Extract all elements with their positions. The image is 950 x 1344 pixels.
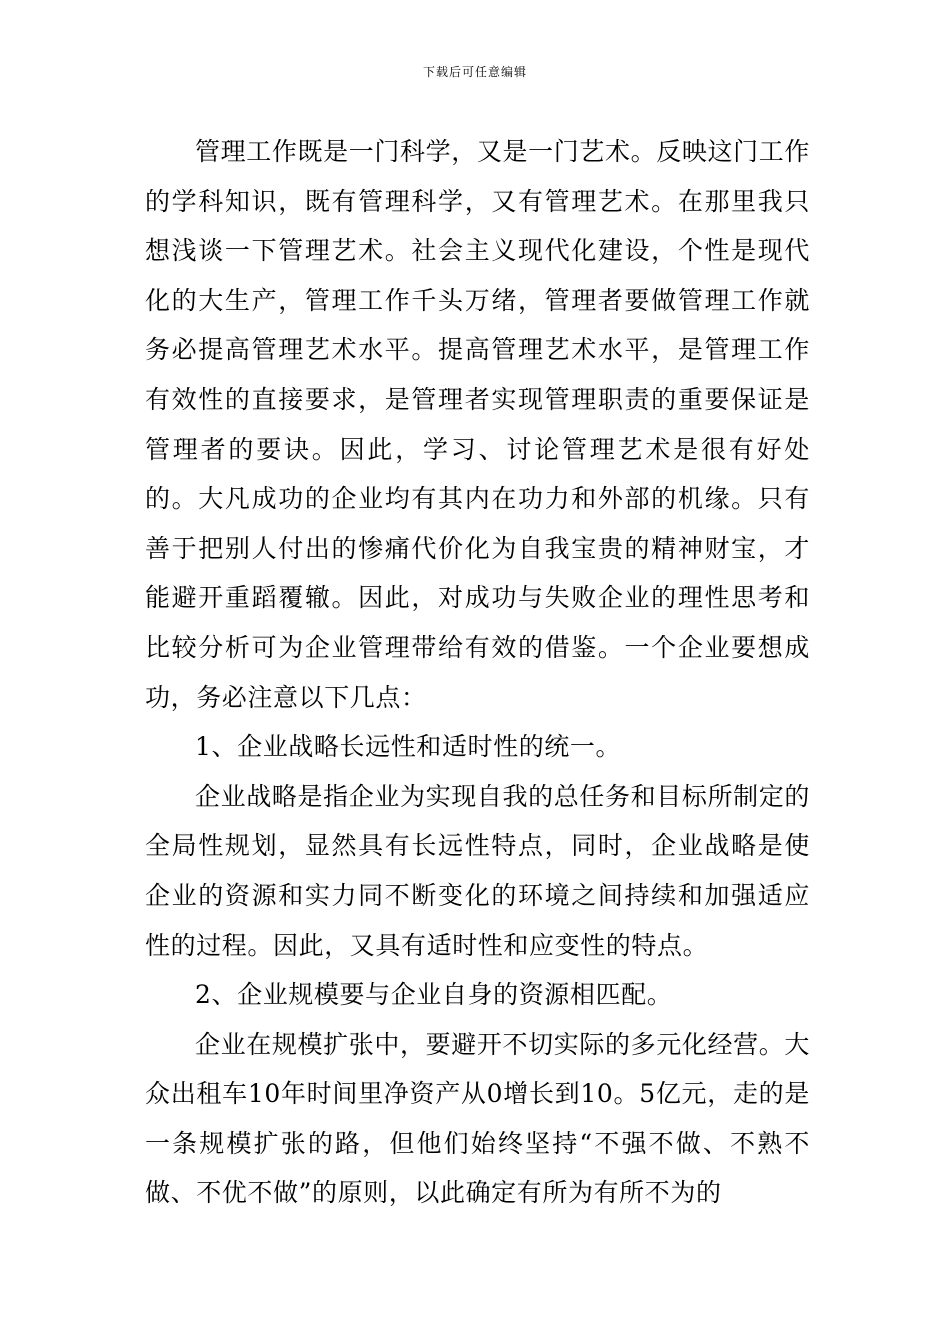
page-header-note: 下载后可任意编辑 xyxy=(422,65,527,79)
paragraph-point-1-heading: 1、企业战略长远性和适时性的统一。 xyxy=(195,732,622,762)
document-body xyxy=(145,127,810,1218)
paragraph-point-1-body: 企业战略是指企业为实现自我的总任务和目标所制定的全局性规划，显然具有长远性特点，同时，企业战略是使企业的资源和实力同不断变化的环境之间持续和加强适应性的过程。因此，又具有适时性和应变性的特点。 xyxy=(145,781,810,960)
paragraph-point-2-heading: 2、企业规模要与企业自身的资源相匹配。 xyxy=(195,980,673,1010)
paragraph-point-2-body: 企业在规模扩张中，要避开不切实际的多元化经营。大众出租车10年时间里净资产从0增长到10。5亿元，走的是一条规模扩张的路，但他们始终坚持“不强不做、不熟不做、不优不做”的原则，以此确定有所为有所不为的 xyxy=(145,1029,810,1208)
paragraph-intro: 管理工作既是一门科学，又是一门艺术。反映这门工作的学科知识，既有管理科学，又有管理艺术。在那里我只想浅谈一下管理艺术。社会主义现代化建设，个性是现代化的大生产，管理工作千头万绪，管理者要做管理工作就务必提高管理艺术水平。提高管理艺术水平，是管理工作有效性的直接要求，是管理者实现管理职责的重要保证是管理者的要诀。因此，学习、讨论管理艺术是很有好处的。大凡成功的企业均有其内在功力和外部的机缘。只有善于把别人付出的惨痛代价化为自我宝贵的精神财宝，才能避开重蹈覆辙。因此，对成功与失败企业的理性思考和比较分析可为企业管理带给有效的借鉴。一个企业要想成功，务必注意以下几点： xyxy=(145,137,810,712)
